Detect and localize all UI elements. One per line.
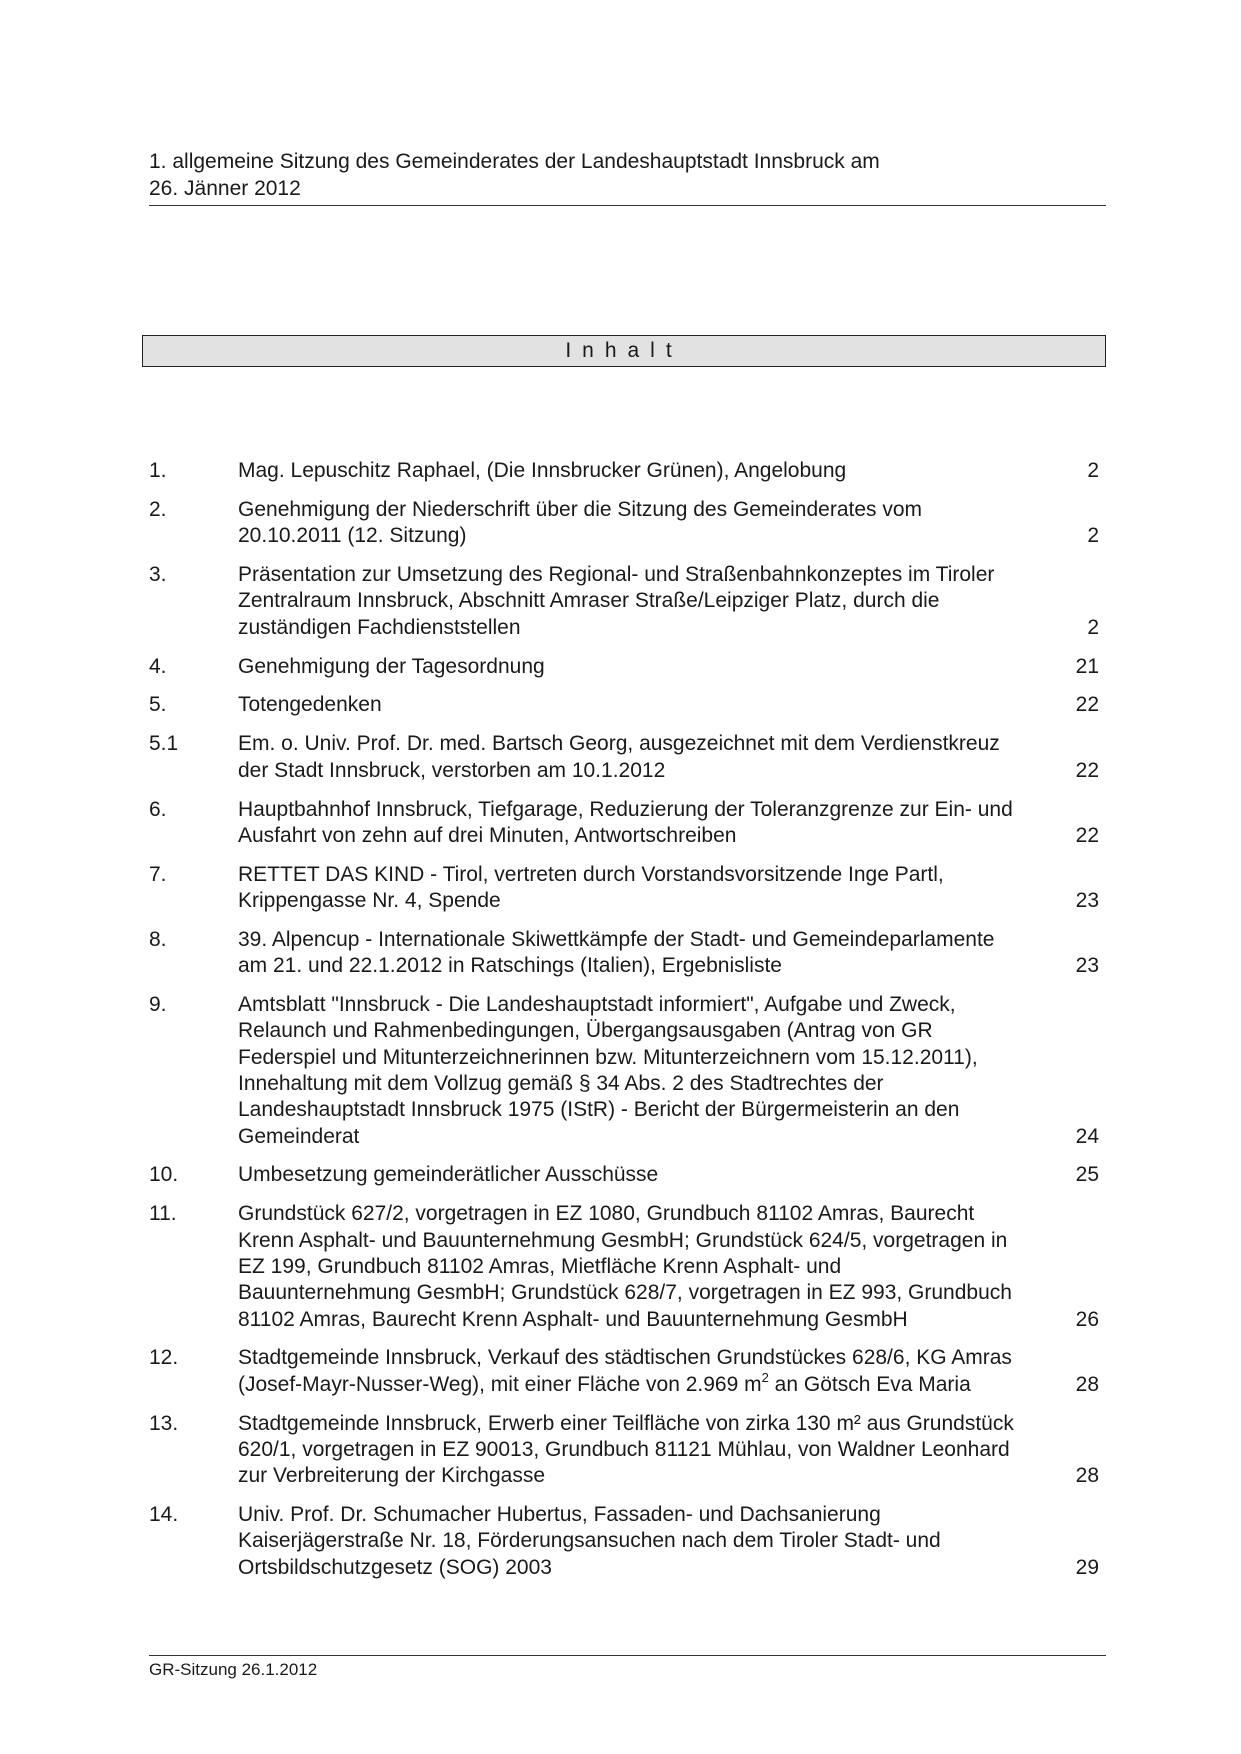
toc-title: Grundstück 627/2, vorgetragen in EZ 1080, Grundbuch 81102 Amras, Baurecht Krenn Asphalt- und Bauunternehmung GesmbH; Grundstück 624/5, vorgetragen in EZ 199, Grundbuch 81102 Amras, Mietfläche Krenn Asphalt- und Bauunternehmung GesmbH; Grundstück 628/7, vorgetragen in EZ 993, Grundbuch 81102 Amras, Baurecht Krenn Asphalt- und Bauunternehmung GesmbH [238,1202,1012,1331]
toc-entry [149,497,1106,550]
toc-page: 22 [1075,758,1099,782]
document-header [149,148,1106,206]
toc-entry [149,927,1106,980]
toc-title-part: an Götsch Eva Maria [768,1372,971,1396]
toc-page: 26 [1075,1307,1099,1331]
footer-divider [149,1655,1106,1656]
toc-number: 1. [149,459,167,482]
toc-number: 11. [149,1202,177,1226]
superscript-exponent: 2 [761,1369,769,1385]
toc-title-part: Stadtgemeinde Innsbruck, Verkauf des städtischen Grundstückes 628/6, KG Amras (Josef-Mayr-Nusser-Weg), mit einer Fläche von 2.969 m [238,1346,1012,1396]
toc-number: 4. [149,654,167,678]
toc-page: 2 [1087,459,1099,482]
toc-number: 8. [149,927,167,951]
toc-number: 5. [149,693,167,717]
toc-page: 29 [1075,1555,1099,1579]
header-line-2: 26. Jänner 2012 [149,177,301,200]
toc-entry [149,992,1106,1150]
toc-number: 5.1 [149,732,179,756]
toc-entry [149,1201,1106,1332]
toc-title: Totengedenken [238,693,382,717]
toc-number: 9. [149,993,167,1017]
toc-title: Umbesetzung gemeinderätlicher Ausschüsse [238,1163,659,1187]
toc-title: Mag. Lepuschitz Raphael, (Die Innsbrucker Grünen), Angelobung [238,459,847,482]
toc-number: 2. [149,497,167,521]
toc-title [238,1345,1018,1398]
toc-title: Stadtgemeinde Innsbruck, Erwerb einer Teilfläche von zirka 130 m² aus Grundstück 620/1, vorgetragen in EZ 90013, Grundbuch 81121 Mühlau, von Waldner Leonhard zur Verbreiterung der Kirchgasse [238,1411,1014,1488]
toc-entry [149,797,1106,850]
toc-number: 6. [149,797,167,821]
toc-number: 13. [149,1411,179,1435]
toc-page: 25 [1075,1163,1099,1187]
toc-entry [149,731,1106,784]
toc-entry [149,458,1106,484]
toc-page: 21 [1075,654,1099,678]
toc-page: 23 [1075,889,1099,913]
toc-page: 2 [1087,615,1099,639]
toc-entry [149,1502,1106,1581]
toc-entry [149,562,1106,641]
section-title-inhalt: Inhalt [142,335,1106,367]
toc-entry [149,1345,1106,1398]
toc-page: 24 [1075,1124,1099,1148]
toc-entry [149,862,1106,915]
toc-title: Präsentation zur Umsetzung des Regional- und Straßenbahnkonzeptes im Tiroler Zentralraum Innsbruck, Abschnitt Amraser Straße/Leipziger Platz, durch die zuständigen Fachdienststellen [238,563,995,639]
table-of-contents [149,458,1106,1594]
toc-number: 10. [149,1163,179,1187]
toc-title: RETTET DAS KIND - Tirol, vertreten durch Vorstandsvorsitzende Inge Partl, Krippengasse Nr. 4, Spende [238,862,944,913]
header-line-1: 1. allgemeine Sitzung des Gemeinderates der Landeshauptstadt Innsbruck am [149,150,880,173]
toc-page: 28 [1075,1464,1099,1488]
toc-number: 7. [149,862,167,886]
toc-title: 39. Alpencup - Internationale Skiwettkämpfe der Stadt- und Gemeindeparlamente am 21. und 22.1.2012 in Ratschings (Italien), Ergebnisliste [238,927,995,978]
toc-title: Univ. Prof. Dr. Schumacher Hubertus, Fassaden- und Dachsanierung Kaiserjägerstraße Nr. 18, Förderungsansuchen nach dem Tiroler Stadt- und Ortsbildschutzgesetz (SOG) 2003 [238,1503,941,1579]
toc-page: 22 [1075,693,1099,717]
toc-entry [149,654,1106,680]
toc-page: 2 [1087,524,1099,548]
toc-number: 14. [149,1503,179,1527]
toc-page: 22 [1075,823,1099,847]
toc-number: 3. [149,563,167,587]
footer-text: GR-Sitzung 26.1.2012 [149,1660,318,1679]
toc-number: 12. [149,1346,179,1370]
toc-title: Amtsblatt "Innsbruck - Die Landeshauptstadt informiert", Aufgabe und Zweck, Relaunch und Rahmenbedingungen, Übergangsausgaben (Antrag von GR Federspiel und Mitunterzeichnerinnen bzw. Mitunterzeichnern vom 15.12.2011), Innehaltung mit dem Vollzug gemäß § 34 Abs. 2 des Stadtrechtes der Landeshauptstadt Innsbruck 1975 (IStR) - Bericht der Bürgermeisterin an den Gemeinderat [238,993,978,1148]
toc-page: 23 [1075,954,1099,978]
toc-entry [149,1411,1106,1490]
toc-page: 28 [1075,1372,1099,1396]
toc-title: Genehmigung der Tagesordnung [238,654,545,678]
toc-title: Genehmigung der Niederschrift über die Sitzung des Gemeinderates vom 20.10.2011 (12. Sitzung) [238,497,923,548]
toc-entry [149,1162,1106,1188]
toc-title: Em. o. Univ. Prof. Dr. med. Bartsch Georg, ausgezeichnet mit dem Verdienstkreuz der Stadt Innsbruck, verstorben am 10.1.2012 [238,732,1000,782]
toc-title: Hauptbahnhof Innsbruck, Tiefgarage, Reduzierung der Toleranzgrenze zur Ein- und Ausfahrt von zehn auf drei Minuten, Antwortschreiben [238,797,1013,847]
toc-entry [149,692,1106,718]
